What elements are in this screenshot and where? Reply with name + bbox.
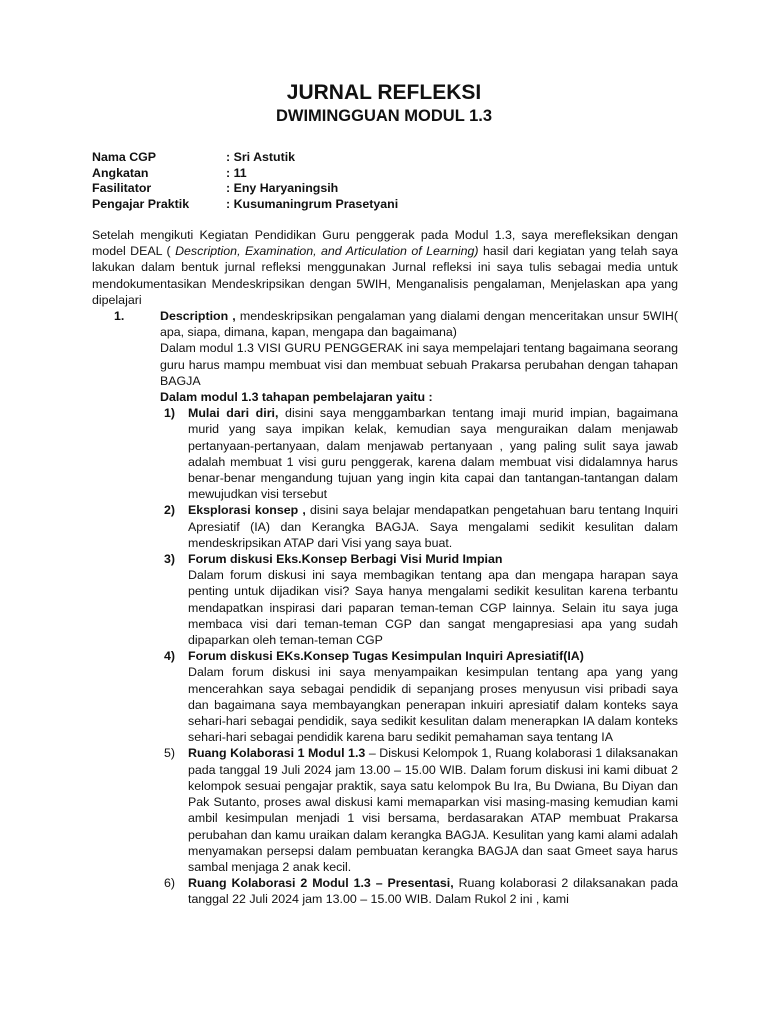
section-description: 1. Description , mendeskripsikan pengalaman yang dialami dengan menceritakan unsur 5WIH( apa, siapa, dimana, kapan, mengapa dan bagaimana) <box>92 308 678 340</box>
meta-value: : Kusumaningrum Prasetyani <box>226 196 399 211</box>
meta-label: Fasilitator <box>92 181 152 195</box>
list-item-number: 3) <box>164 552 176 567</box>
list-item-body: Dalam forum diskusi ini saya menyampaikan kesimpulan tentang apa yang yang mencerahkan saya sebagai pendidik di sepanjang proses menyusun visi pribadi saya dan bagaimana saya membayangkan penerapan inkuiri apresiatif dalam konteks saya sehari-hari sebagai pendidik, saya sedikit kesulitan dalam menerapkan IA dalam konteks sehari-hari sebagai pendidik karena baru sedikit pemahaman saya tentang IA <box>188 665 678 745</box>
document-subtitle: DWIMINGGUAN MODUL 1.3 <box>275 107 493 125</box>
meta-row <box>92 150 398 166</box>
list-item-number: 1) <box>164 406 176 421</box>
list-item-title: Forum diskusi Eks.Konsep Berbagi Visi Murid Impian <box>188 552 503 567</box>
list-item-title: Ruang Kolaborasi 1 Modul 1.3 <box>188 746 366 761</box>
list-item-number: 2) <box>164 503 176 518</box>
list-item <box>92 648 678 745</box>
list-item-body: Ruang kolaborasi 2 dilaksanakan pada tanggal 22 Juli 2024 jam 13.00 – 15.00 WIB. Dalam Rukol 2 ini , kami <box>188 876 678 907</box>
list-item-number: 5) <box>164 746 176 761</box>
section-subheading: Dalam modul 1.3 tahapan pembelajaran yaitu : <box>160 390 433 405</box>
meta-value: : Sri Astutik <box>226 150 296 164</box>
identity-block <box>92 150 398 212</box>
meta-label: Nama CGP <box>92 150 157 164</box>
list-item-title: Forum diskusi EKs.Konsep Tugas Kesimpulan Inquiri Apresiatif(IA) <box>188 649 584 664</box>
list-item <box>92 405 678 502</box>
list-item <box>92 502 678 551</box>
meta-label: Angkatan <box>92 165 149 180</box>
section-number: 1. <box>114 309 125 323</box>
meta-value: : Eny Haryaningsih <box>226 181 339 195</box>
list-item <box>92 745 678 875</box>
meta-label: Pengajar Praktik <box>92 196 190 211</box>
document-title: JURNAL REFLEKSI <box>286 81 482 104</box>
list-item-number: 4) <box>164 649 176 664</box>
section-heading: Description , <box>160 309 236 323</box>
list-item-body: disini saya belajar mendapatkan pengetahuan baru tentang Inquiri Apresiatif (IA) dan Kerangka BAGJA. Saya mengalami sedikit kesulitan dalam mendeskripsikan ATAP dari Visi yang saya buat. <box>188 503 678 550</box>
list-item-body: – Diskusi Kelompok 1, Ruang kolaborasi 1 dilaksanakan pada tanggal 19 Juli 2024 jam 13.00 – 15.00 WIB. Dalam forum diskusi ini kami dibuat 2 kelompok sesuai pengajar praktik, saya satu kelompok Bu Ira, Bu Dwiana, Bu Diyan dan Pak Sutanto, proses awal diskusi kami memaparkan visi masing-masing kemudian kami ambil kesimpulan menjadi 1 visi bersama, berdasarakan ATAP membuat Prakarsa perubahan dan kamu uraikan dalam kerangka BAGJA. Kesulitan yang kami alami adalah menyamakan persepsi dalam pembuatan kerangka BAGJA dan saat Gmeet saya harus sambal menjaga 2 anak kecil. <box>188 746 678 874</box>
learning-steps-list <box>92 405 678 907</box>
list-item-title: Eksplorasi konsep , <box>188 503 306 518</box>
meta-value: : 11 <box>226 165 247 180</box>
section-paragraph: Dalam modul 1.3 VISI GURU PENGGERAK ini saya mempelajari tentang bagaimana seorang guru harus mampu membuat visi dan membuat sebuah Prakarsa perubahan dengan tahapan BAGJA <box>160 341 678 388</box>
deal-model-text: Description, Examination, and Articulation of Learning) <box>175 244 479 259</box>
reflection-body <box>92 308 678 908</box>
list-item-title: Mulai dari diri, <box>188 406 279 421</box>
list-item-body: disini saya menggambarkan tentang imaji murid impian, bagaimana murid yang saya impikan kelak, kemudian saya menguraikan dalam menjawab pertanyaan-pertanyaan, dalam menjawab pertanyaan , yang paling sulit saya jawab adalah membuat 1 visi guru penggerak, karena dalam membuat visi didalamnya harus benar-benar mengandung tujuan yang ingin kita capai dan tantangan-tantangan dalam mewujudkan visi tersebut <box>188 406 679 502</box>
meta-row <box>92 197 398 213</box>
meta-row <box>92 166 398 182</box>
list-item-title: Ruang Kolaborasi 2 Modul 1.3 – Presentasi, <box>188 876 454 891</box>
list-item <box>92 551 678 648</box>
list-item-number: 6) <box>164 876 176 891</box>
list-item <box>92 875 678 907</box>
list-item-body: Dalam forum diskusi ini saya membagikan tentang apa dan mengapa harapan saya penting untuk dijadikan visi? Saya hanya mengalami sedikit kesulitan karena terbantu mendapatkan inspirasi dari paparan teman-teman CGP lainnya. Selain itu saya juga membaca visi dari teman-teman CGP dan sangat mengapresiasi apa yang sudah dipaparkan oleh teman-teman CGP <box>188 568 678 648</box>
meta-row <box>92 181 398 197</box>
intro-paragraph: Setelah mengikuti Kegiatan Pendidikan Guru penggerak pada Modul 1.3, saya merefleksikan dengan model DEAL ( Description, Examination, and Articulation of Learning) hasil dari kegiatan yang telah saya lakukan dalam bentuk jurnal refleksi menggunakan Jurnal refleksi ini saya tulis sebagai media untuk mendokumentasikan Mendeskripsikan dengan 5WIH, Menganalisis pengalaman, Menjelaskan apa yang dipelajari <box>92 228 679 307</box>
